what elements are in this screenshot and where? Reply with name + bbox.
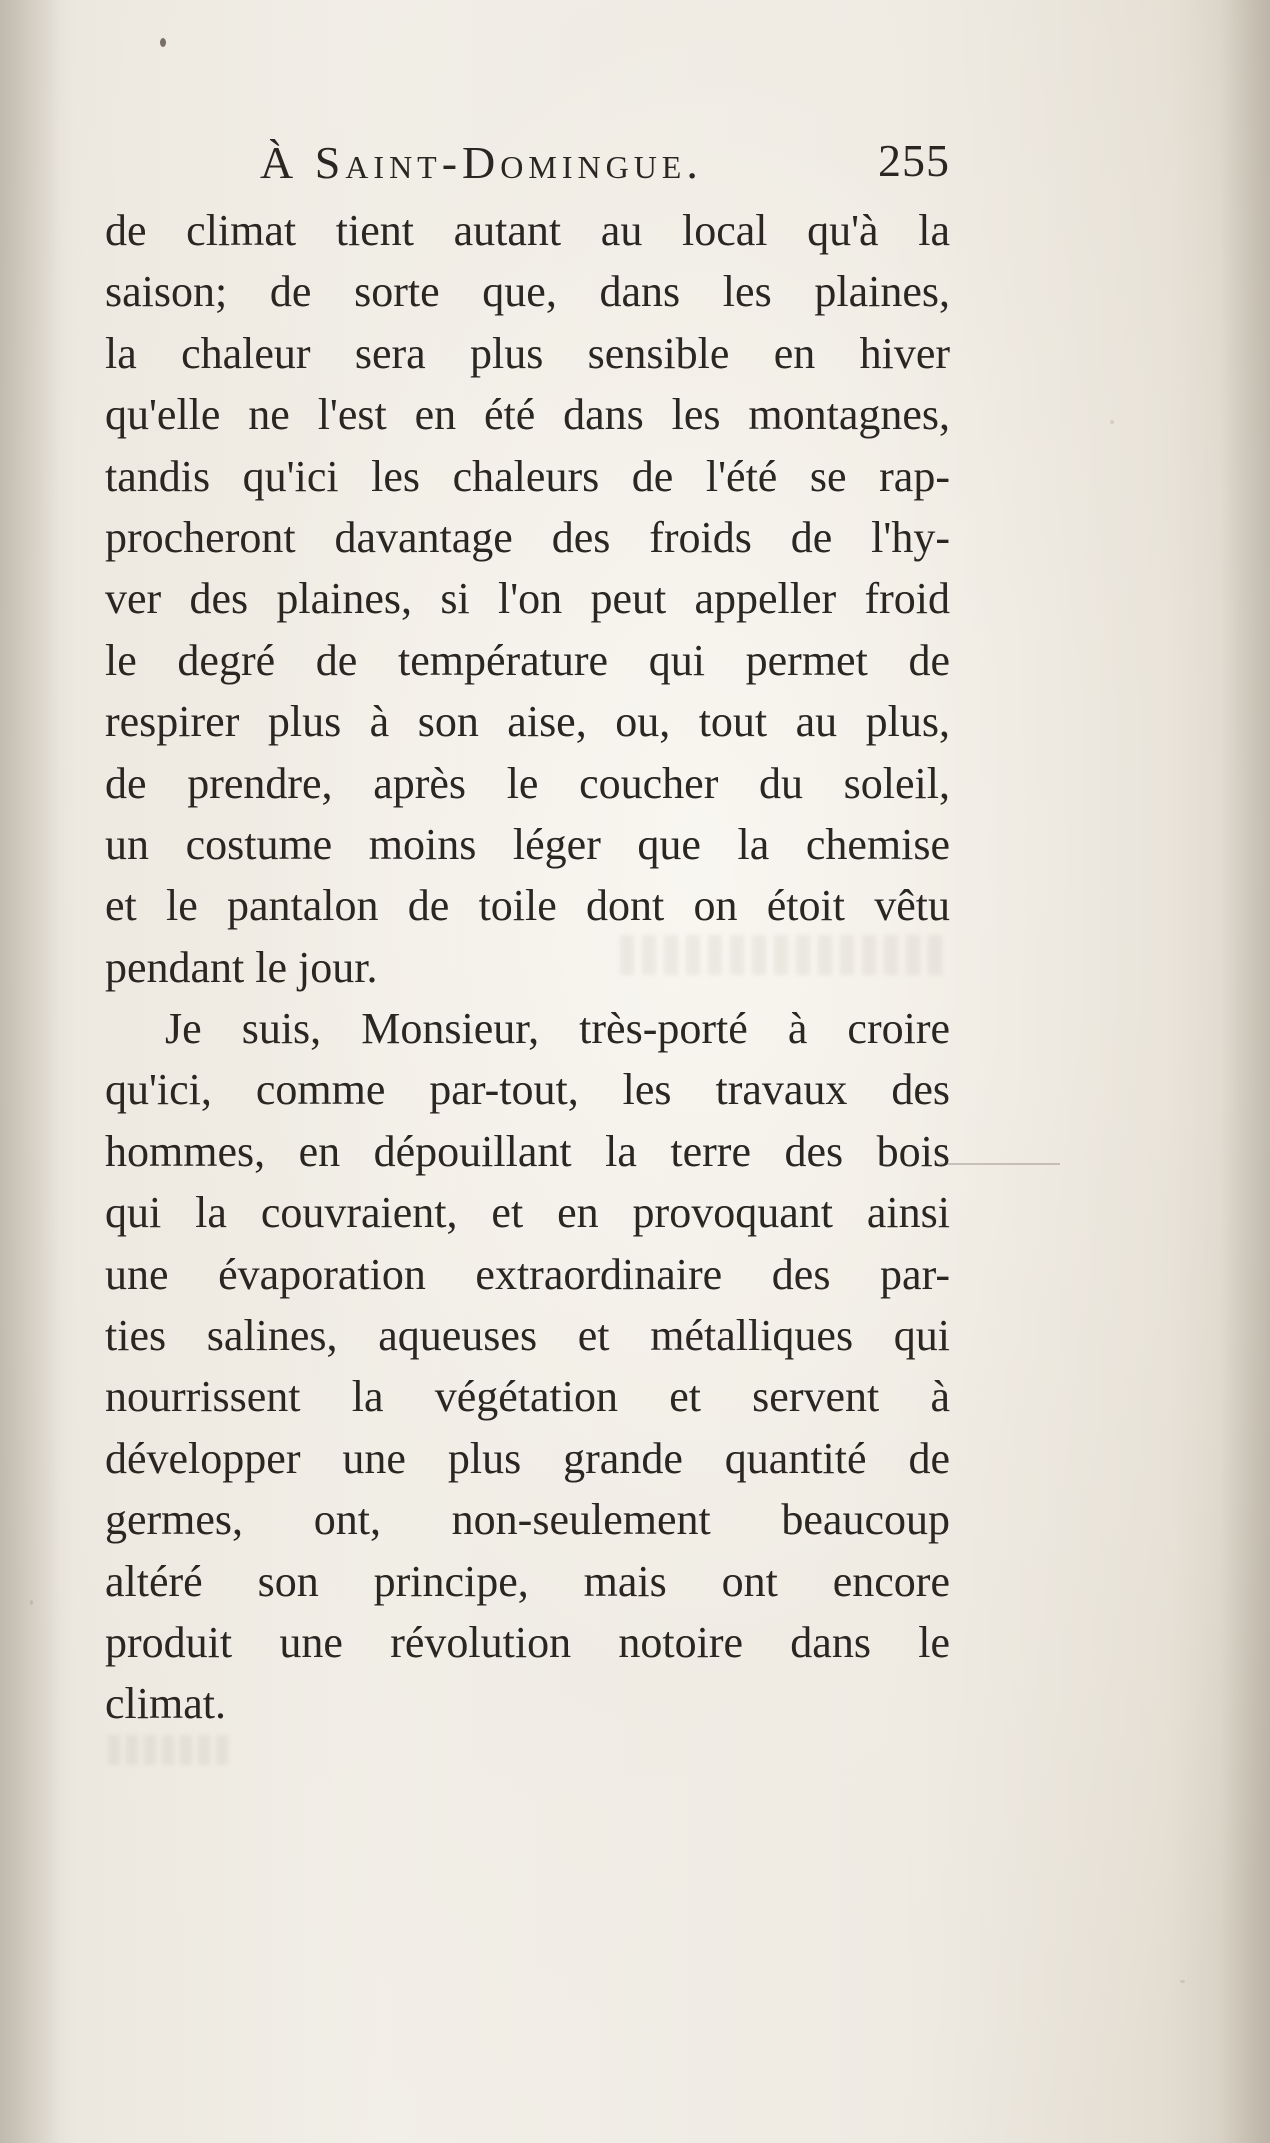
page-edge-shadow-right	[1220, 0, 1270, 2143]
paper-speck	[30, 1600, 33, 1605]
text-line: la chaleur sera plus sensible en hiver	[105, 328, 950, 378]
text-line: développer une plus grande quantité de	[105, 1433, 950, 1483]
text-line: procheront davantage des froids de l'hy-	[105, 512, 950, 562]
page-crease-mark	[940, 1163, 1060, 1165]
text-line: Je suis, Monsieur, très-porté à croire	[165, 1004, 950, 1054]
text-line: ties salines, aqueuses et métalliques qui	[105, 1311, 950, 1361]
text-line: pendant le jour.	[105, 942, 378, 992]
text-line: de prendre, après le coucher du soleil,	[105, 758, 950, 808]
text-line: ver des plaines, si l'on peut appeller froid	[105, 574, 950, 624]
paragraph-2	[105, 998, 950, 1735]
text-line: le degré de température qui permet de	[105, 635, 950, 685]
text-line: et le pantalon de toile dont on étoit vêtu	[105, 881, 950, 931]
text-line: saison; de sorte que, dans les plaines,	[105, 267, 950, 317]
text-line: un costume moins léger que la chemise	[105, 819, 950, 869]
paragraph-1	[105, 200, 950, 998]
running-title: À Saint-Domingue.	[260, 137, 703, 188]
text-line: produit une révolution notoire dans le	[105, 1617, 950, 1667]
text-line: hommes, en dépouillant la terre des bois	[105, 1126, 950, 1176]
paper-speck	[1110, 420, 1114, 424]
page-number: 255	[878, 135, 950, 186]
body-text	[105, 200, 950, 1735]
text-line: climat.	[105, 1679, 226, 1729]
text-line: germes, ont, non-seulement beaucoup	[105, 1495, 950, 1545]
running-head	[260, 130, 950, 190]
text-line: tandis qu'ici les chaleurs de l'été se rap-	[105, 451, 950, 501]
text-line: qui la couvraient, et en provoquant ainsi	[105, 1188, 950, 1238]
text-line: une évaporation extraordinaire des par-	[105, 1249, 950, 1299]
page-edge-shadow-left	[0, 0, 60, 2143]
reverse-side-showthrough-lower	[108, 1735, 228, 1765]
text-line: nourrissent la végétation et servent à	[105, 1372, 950, 1422]
text-line: qu'ici, comme par-tout, les travaux des	[105, 1065, 950, 1115]
text-line: respirer plus à son aise, ou, tout au plus,	[105, 697, 950, 747]
paper-speck	[1180, 1980, 1185, 1983]
ink-speck	[160, 38, 166, 47]
text-line: qu'elle ne l'est en été dans les montagnes,	[105, 390, 950, 440]
text-line: de climat tient autant au local qu'à la	[105, 206, 950, 255]
text-line: altéré son principe, mais ont encore	[105, 1556, 950, 1606]
